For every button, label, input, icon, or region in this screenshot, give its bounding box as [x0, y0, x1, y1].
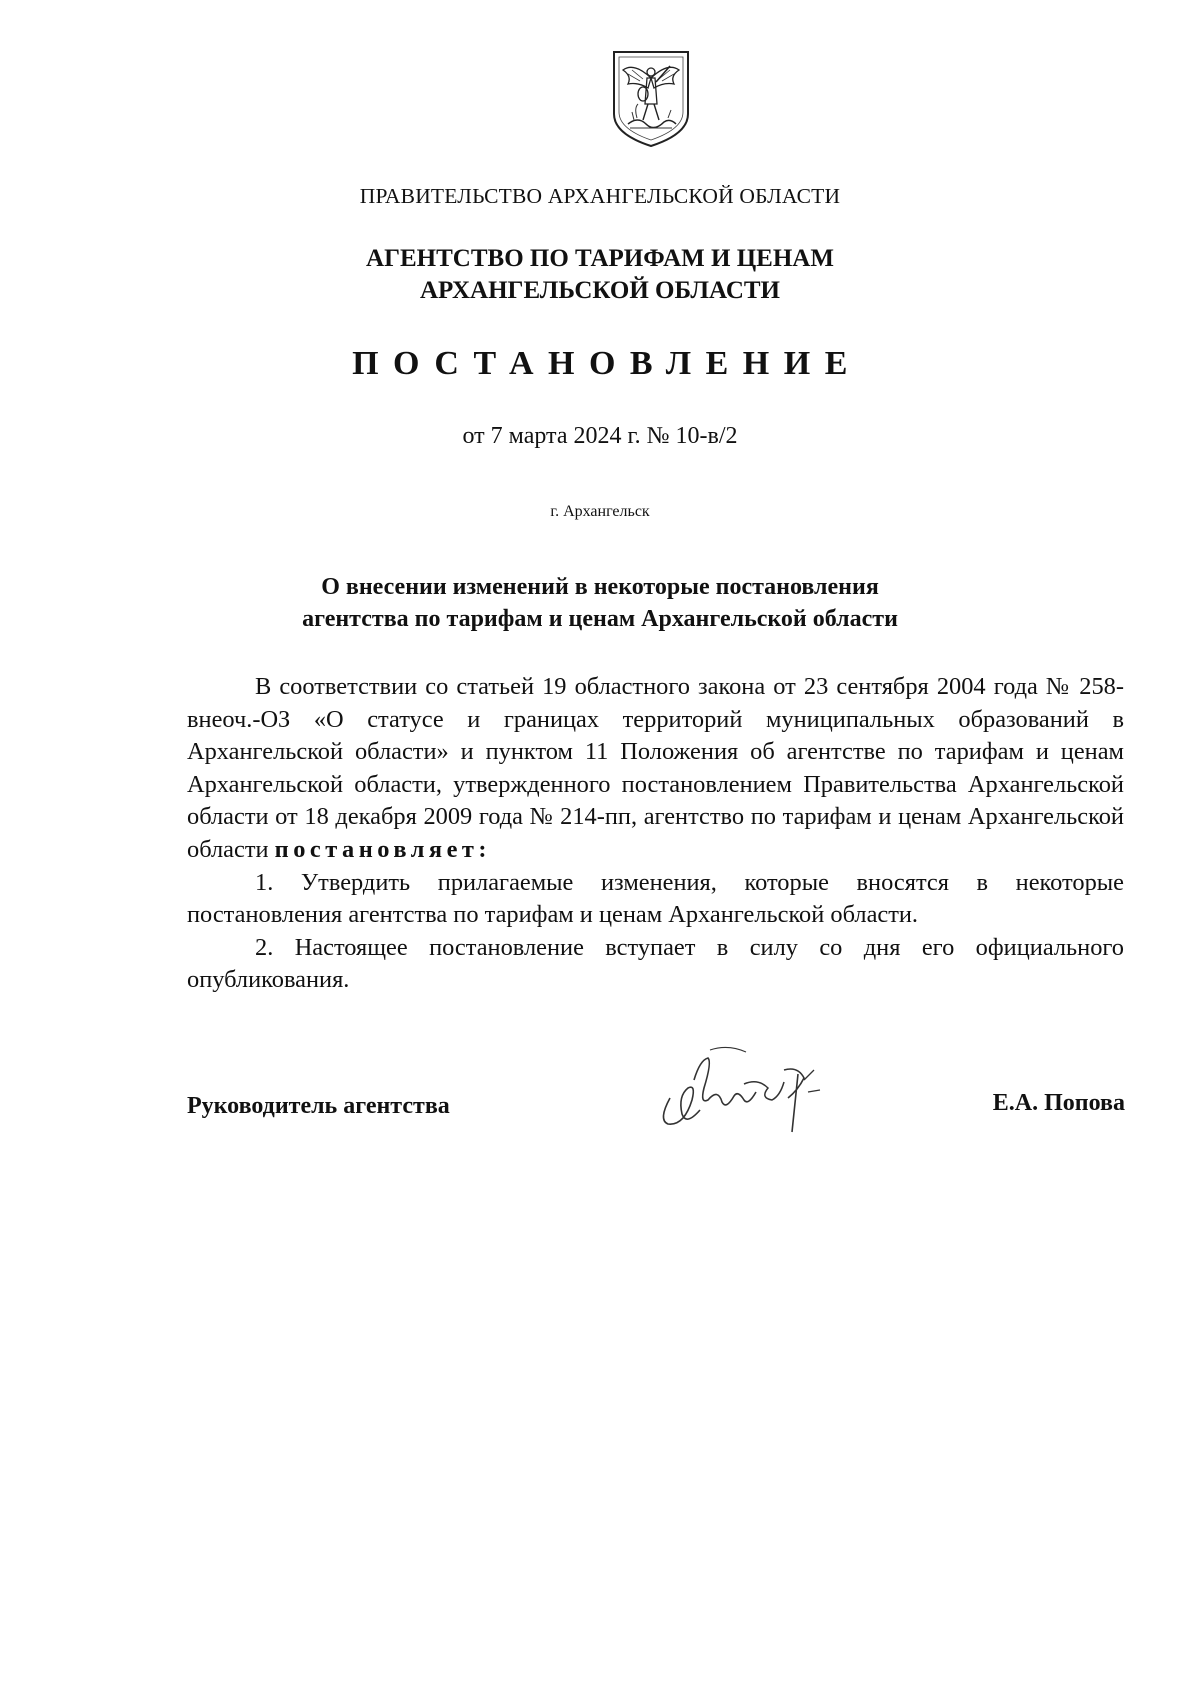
signer-role: Руководитель агентства — [187, 1093, 450, 1119]
item-1-paragraph: 1. Утвердить прилагаемые изменения, которые вносятся в некоторые постановления агентства по тарифам и ценам Архангельской области. — [187, 868, 1124, 929]
preamble-paragraph — [187, 671, 1124, 867]
subject-line1: О внесении изменений в некоторые постановления — [321, 574, 879, 600]
document-city: г. Архангельск — [550, 503, 650, 520]
item-2-paragraph: 2. Настоящее постановление вступает в силу со дня его официального опубликования. — [187, 933, 1124, 994]
handwritten-signature-icon — [648, 1040, 834, 1138]
agency-name-line1: АГЕНТСТВО ПО ТАРИФАМ И ЦЕНАМ — [366, 245, 834, 272]
document-type-title: ПОСТАНОВЛЕНИЕ — [352, 345, 862, 382]
coat-of-arms-emblem-icon — [610, 48, 692, 150]
document-date-number: от 7 марта 2024 г. № 10-в/2 — [462, 423, 738, 449]
preamble-text: В соответствии со статьей 19 областного закона от 23 сентября 2004 года № 258-внеоч.-ОЗ «О статусе и границах территорий муниципальных образований в Архангельской области» и пунктом 11 Положения об агентстве по тарифам и ценам Архангельской области, утвержденного постановлением Правительства Архангельской области от 18 декабря 2009 года № 214-пп, агентство по тарифам и ценам Архангельской области — [187, 673, 1124, 863]
government-name: ПРАВИТЕЛЬСТВО АРХАНГЕЛЬСКОЙ ОБЛАСТИ — [359, 184, 841, 208]
document-body — [187, 671, 1124, 997]
subject-line2: агентства по тарифам и ценам Архангельской области — [302, 606, 898, 632]
agency-name — [0, 243, 1200, 307]
document-subject — [0, 571, 1200, 635]
agency-name-line2: АРХАНГЕЛЬСКОЙ ОБЛАСТИ — [420, 277, 780, 304]
decree-word: постановляет: — [274, 835, 492, 863]
signer-name: Е.А. Попова — [992, 1090, 1125, 1116]
